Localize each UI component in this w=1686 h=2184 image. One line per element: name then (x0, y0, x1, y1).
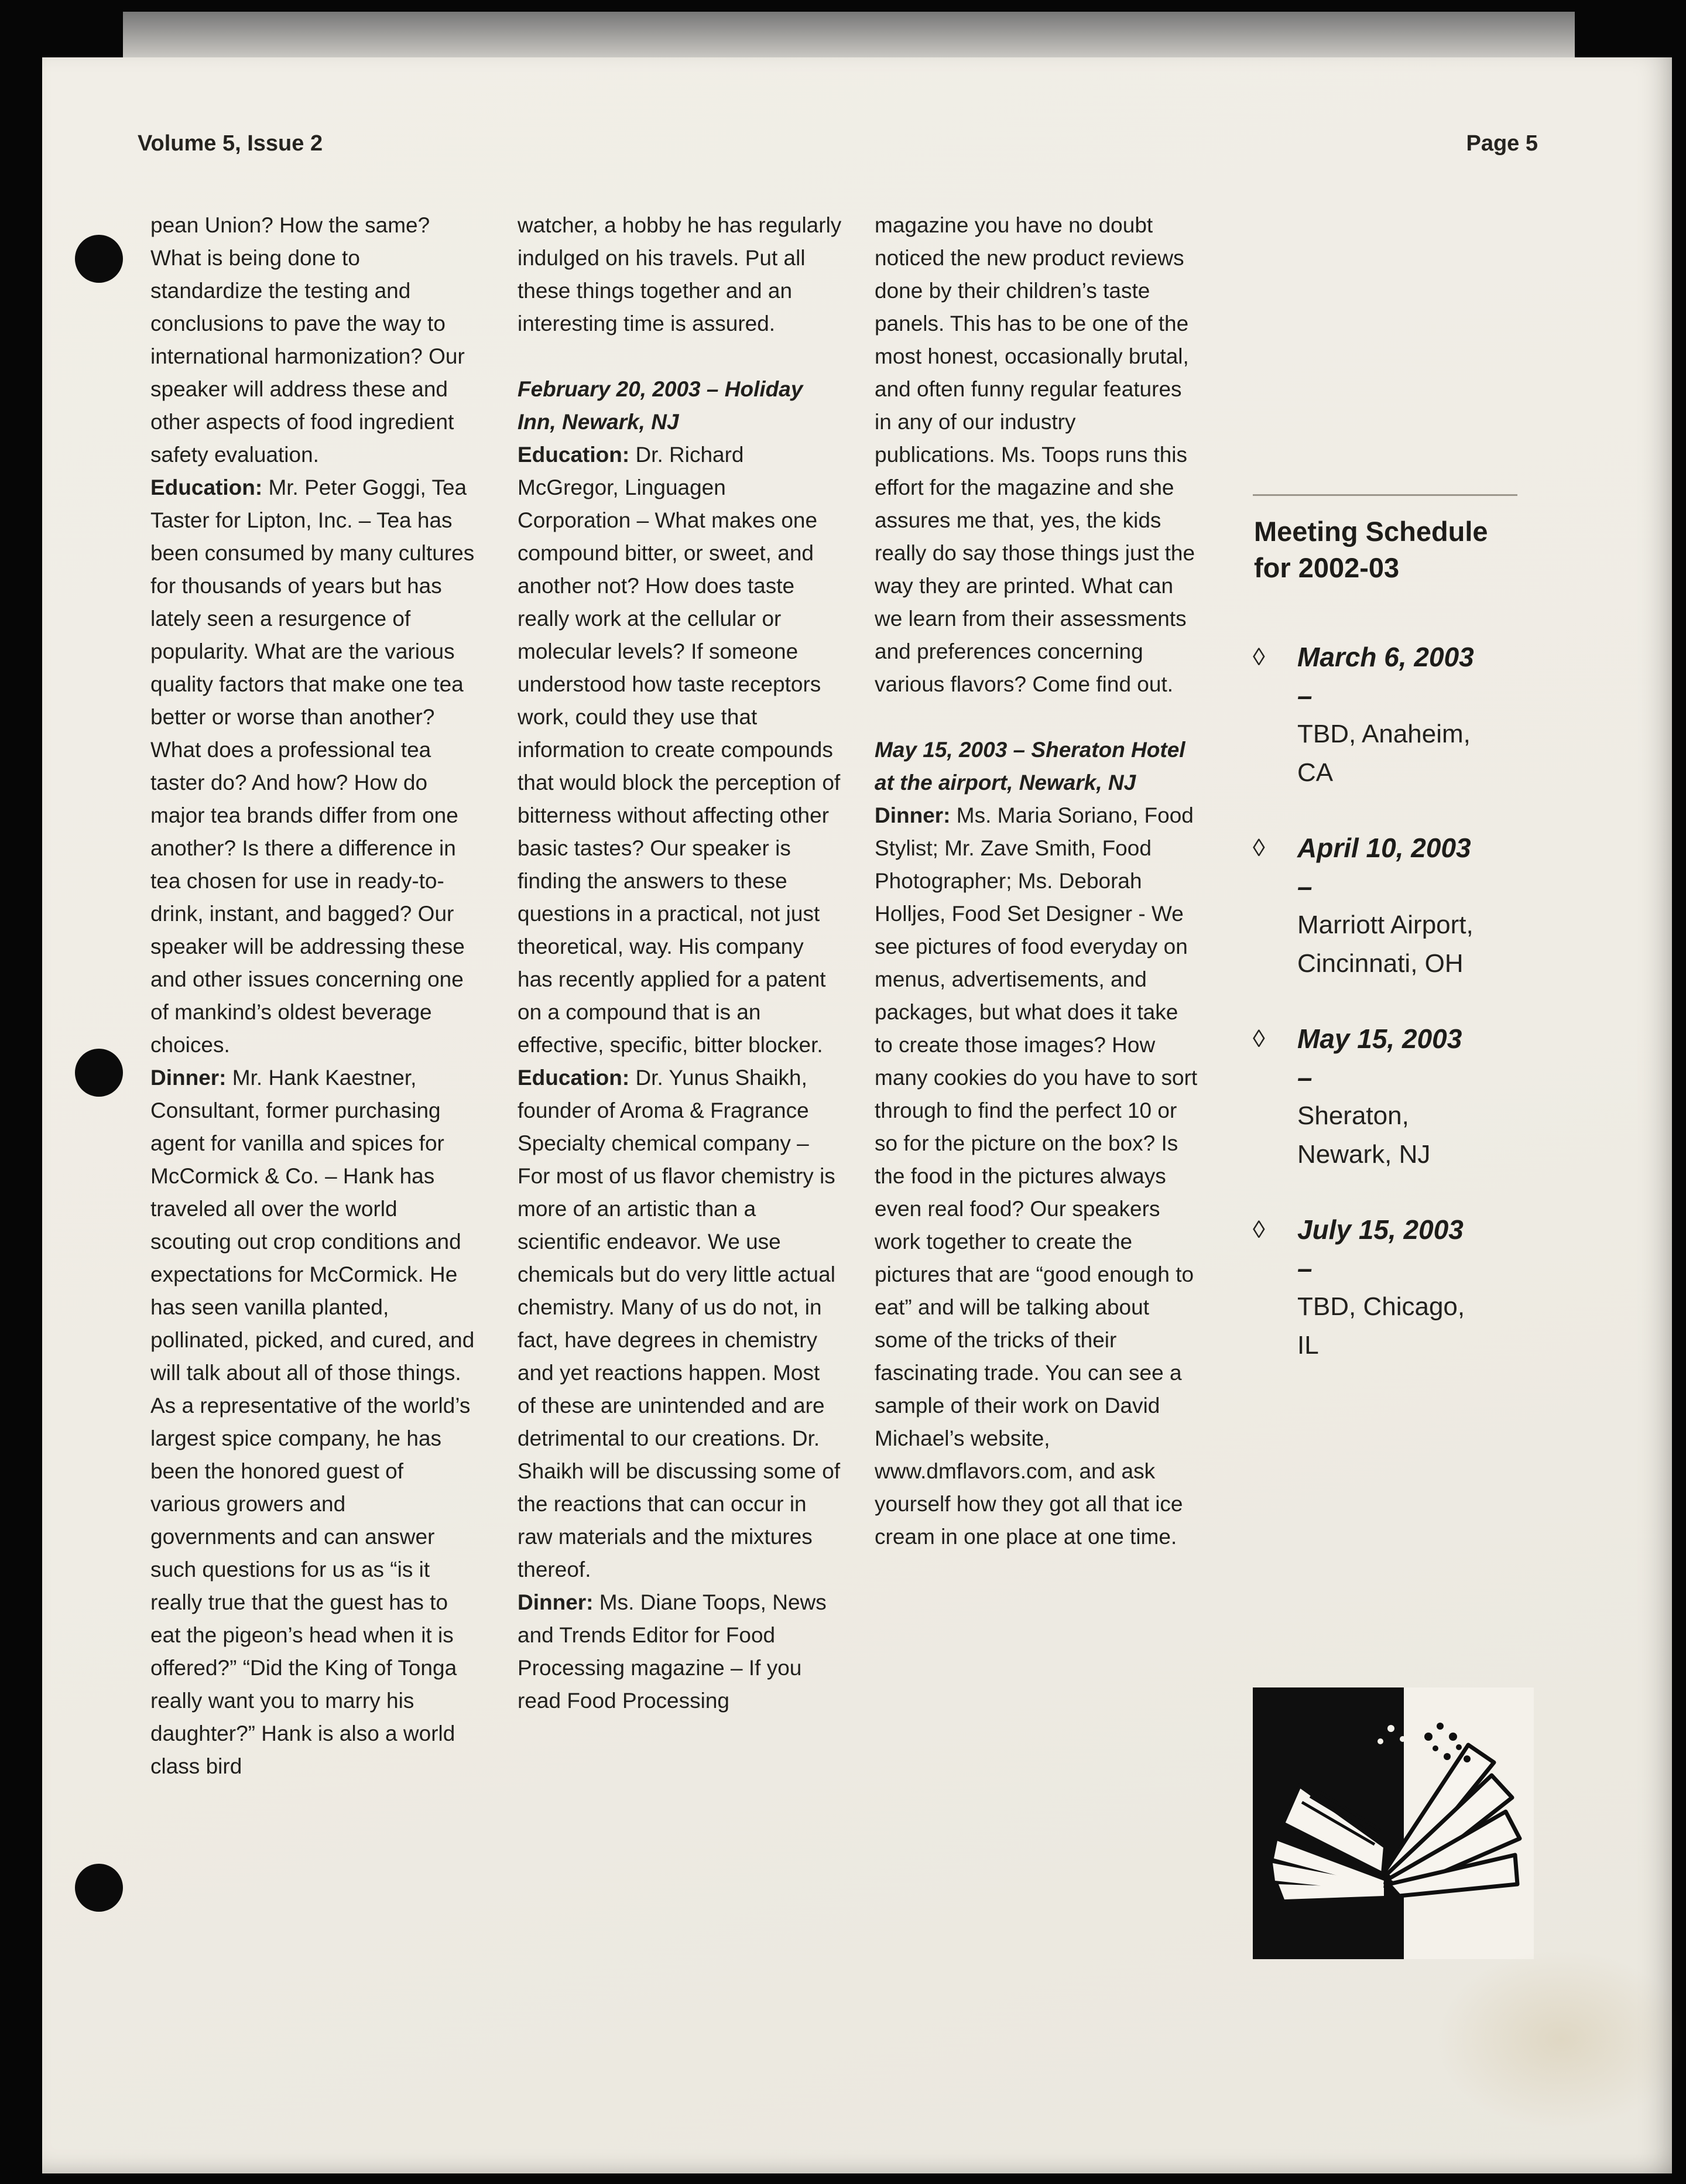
diamond-bullet-icon: ◊ (1253, 1216, 1265, 1243)
schedule-entry (1297, 638, 1482, 792)
education-label: Education: (518, 443, 630, 467)
schedule-date: May 15, 2003 – (1297, 1023, 1462, 1093)
hole-punch (75, 235, 123, 283)
paragraph: magazine you have no doubt noticed the new product reviews done by their children’s taste panels. This has to be one of the most honest, occasionally brutal, and often funny regular features in any of our industry publications. Ms. Toops runs this effort for the magazine and she assures me that, yes, the kids really do say those things just the way they are printed. What can we learn from their assessments and preferences concerning various flavors? Come find out. (875, 213, 1195, 696)
paragraph-text: Mr. Peter Goggi, Tea Taster for Lipton, Inc. – Tea has been consumed by many cultures for thousands of years but has lately seen a resurgence of popularity. What are the various quality factors that make one tea better or worse than another? What does a professional tea taster do? And how? How do major tea brands differ from one another? Is there a difference in tea chosen for use in ready-to-drink, instant, and bagged? Our speaker will be addressing these and other issues concerning one of mankind’s oldest beverage choices. (150, 475, 475, 1057)
volume-issue-label: Volume 5, Issue 2 (138, 131, 323, 156)
schedule-entry (1297, 829, 1482, 983)
dinner-label: Dinner: (150, 1066, 227, 1090)
paper-stain (1435, 1949, 1686, 2130)
schedule-venue: TBD, Chicago, IL (1297, 1292, 1465, 1360)
paragraph: pean Union? How the same? What is being done to standardize the testing and conclusions to pave the way to international harmonization? Our speaker will address these and other aspects of food ingredient safety evaluation. (150, 213, 465, 467)
meeting-schedule-sidebar (1253, 494, 1560, 1401)
schedule-item (1253, 1210, 1560, 1365)
dinner-paragraph (875, 799, 1200, 1553)
schedule-date: July 15, 2003 – (1297, 1214, 1464, 1283)
hole-punch (75, 1049, 123, 1097)
sidebar-title: Meeting Schedule for 2002-03 (1254, 516, 1488, 583)
diamond-bullet-icon: ◊ (1253, 834, 1265, 861)
paragraph-text: Dr. Richard McGregor, Linguagen Corporation – What makes one compound bitter, or sweet, and another not? How does taste really work at the cellular or molecular levels? If someone understood how taste receptors work, could they use that information to create compounds that would block the perception of bitterness without affecting other basic tastes? Our speaker is finding the answers to these questions in a practical, not just theoretical, way. His company has recently applied for a patent on a compound that is an effective, specific, bitter blocker. (518, 443, 841, 1057)
schedule-item (1253, 638, 1560, 792)
dinner-paragraph (518, 1586, 843, 1717)
schedule-list (1253, 638, 1560, 1365)
schedule-venue: TBD, Anaheim, CA (1297, 720, 1471, 787)
hole-punch (75, 1864, 123, 1912)
sidebar-divider (1253, 494, 1517, 496)
column-1 (150, 209, 476, 1783)
diamond-bullet-icon: ◊ (1253, 1025, 1265, 1052)
paragraph-text: Dr. Yunus Shaikh, founder of Aroma & Fragrance Specialty chemical company – For most of us flavor chemistry is more of an artistic than a scientific endeavor. We use chemicals but do very little actual chemistry. Many of us do not, in fact, have degrees in chemistry and yet reactions happen. Most of these are unintended and are detrimental to our creations. Dr. Shaikh will be discussing some of the reactions that can occur in raw materials and the mixtures thereof. (518, 1066, 841, 1581)
education-label: Education: (518, 1066, 630, 1090)
event-date-heading: May 15, 2003 – Sheraton Hotel at the airport, Newark, NJ (875, 738, 1185, 795)
paragraph: watcher, a hobby he has regularly indulged on his travels. Put all these things together and an interesting time is assured. (518, 213, 842, 336)
open-book-clipart-icon (1253, 1687, 1534, 1959)
schedule-item (1253, 1019, 1560, 1174)
schedule-venue: Marriott Airport, Cincinnati, OH (1297, 910, 1473, 978)
newsletter-page (42, 57, 1672, 2173)
schedule-venue: Sheraton, Newark, NJ (1297, 1101, 1431, 1169)
paragraph-text: Ms. Maria Soriano, Food Stylist; Mr. Zave Smith, Food Photographer; Ms. Deborah Holljes, Food Set Designer - We see pictures of food everyday on menus, advertisements, and packages, but what does it take to create those images? How many cookies do you have to sort through to find the perfect 10 or so for the picture on the box? Is the food in the pictures always even real food? Our speakers work together to create the pictures that are “good enough to eat” and will be talking about some of the tricks of their fascinating trade. You can see a sample of their work on David Michael’s website, www.dmflavors.com, and ask yourself how they got all that ice cream in one place at one time. (875, 803, 1198, 1549)
schedule-date: April 10, 2003 – (1297, 833, 1471, 902)
diamond-bullet-icon: ◊ (1253, 643, 1265, 670)
paragraph-text: Mr. Hank Kaestner, Consultant, former purchasing agent for vanilla and spices for McCormick & Co. – Hank has traveled all over the world scouting out crop conditions and expectations for McCormick. He has seen vanilla planted, pollinated, picked, and cured, and will talk about all of those things. As a representative of the world’s largest spice company, he has been the honored guest of various growers and governments and can answer such questions for us as “is it really true that the guest has to eat the pigeon’s head when it is offered?” “Did the King of Tonga really want you to marry his daughter?” Hank is also a world class bird (150, 1066, 475, 1778)
dinner-label: Dinner: (518, 1590, 594, 1614)
schedule-item (1253, 829, 1560, 983)
underlying-sheet-edge (123, 12, 1575, 57)
page-number-label: Page 5 (1466, 131, 1538, 156)
schedule-entry (1297, 1019, 1482, 1174)
education-paragraph (150, 471, 476, 1062)
event-date-heading: February 20, 2003 – Holiday Inn, Newark, NJ (518, 377, 803, 434)
column-3 (875, 209, 1200, 1553)
dinner-label: Dinner: (875, 803, 951, 827)
column-2 (518, 209, 843, 1717)
schedule-date: March 6, 2003 – (1297, 642, 1474, 711)
education-label: Education: (150, 475, 263, 499)
paragraph-text: Ms. Diane Toops, News and Trends Editor for Food Processing magazine – If you read Food Processing (518, 1590, 827, 1713)
schedule-entry (1297, 1210, 1482, 1365)
education-paragraph (518, 439, 843, 1062)
education-paragraph (518, 1062, 843, 1586)
page-header (138, 131, 1538, 156)
dinner-paragraph (150, 1062, 476, 1783)
